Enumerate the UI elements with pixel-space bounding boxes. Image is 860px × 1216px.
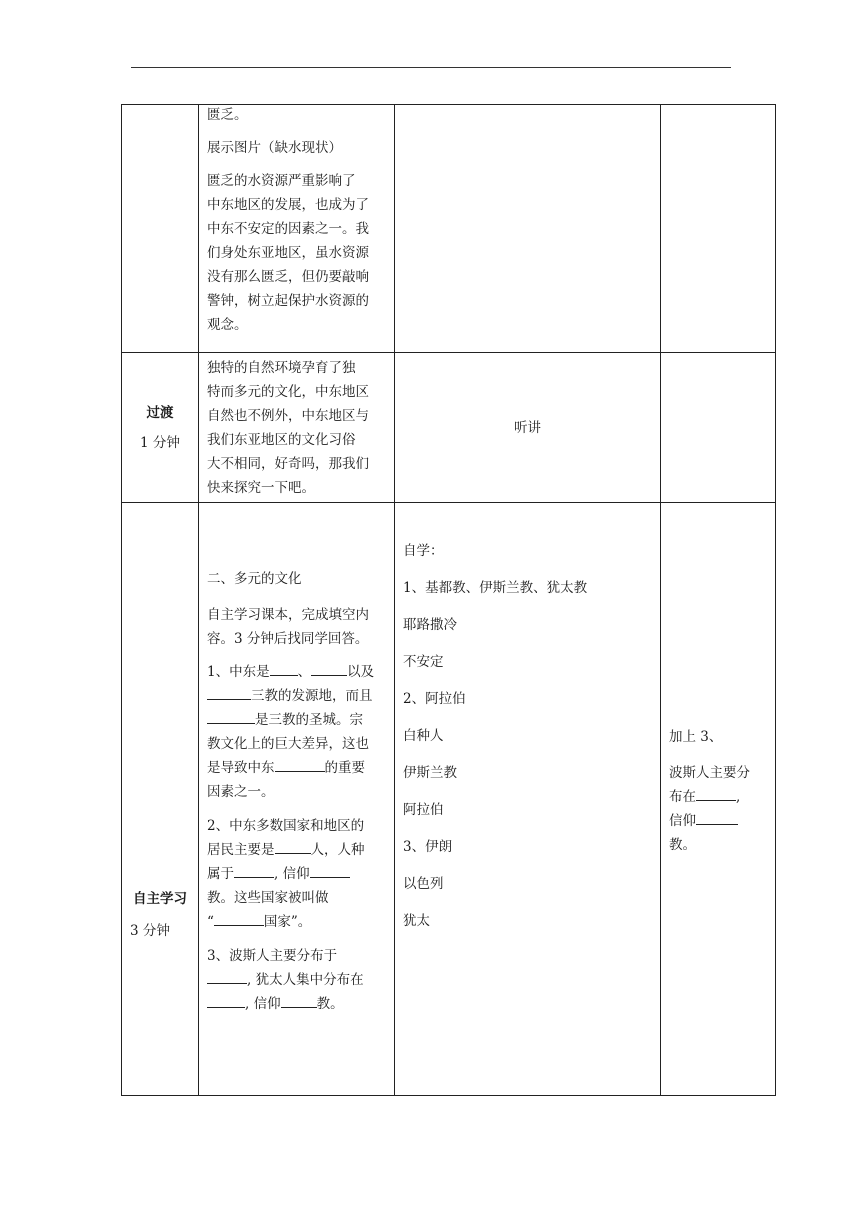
note-line: 波斯人主要分 xyxy=(669,765,750,781)
text-span: 是三教的圣城。宗 xyxy=(255,712,363,728)
text-span: 信仰 xyxy=(669,813,696,829)
text-line: 中东不安定的因素之一。我 xyxy=(207,221,369,237)
teacher-text: 匮乏。 xyxy=(207,107,248,123)
text-line: 自然也不例外，中东地区与 xyxy=(207,407,369,424)
fill-blank xyxy=(214,910,264,926)
fill-blank xyxy=(275,838,311,854)
stage-cell xyxy=(122,353,199,503)
fill-blank xyxy=(310,862,350,878)
text-span: 的重要 xyxy=(324,760,365,776)
instructions xyxy=(207,603,388,651)
text-line: 2、中东多数国家和地区的 xyxy=(207,818,365,834)
text-line: 中东地区的发展，也成为了 xyxy=(207,197,369,213)
stage-title: 自主学习 xyxy=(133,891,187,907)
fill-blank xyxy=(234,862,274,878)
text-line: 教文化上的巨大差异，这也 xyxy=(207,736,369,752)
notes-cell xyxy=(661,353,776,503)
text-line: 警钟，树立起保护水资源的 xyxy=(207,293,369,309)
text-line: 们身处东亚地区，虽水资源 xyxy=(207,245,369,261)
text-span: 教。 xyxy=(316,996,344,1012)
text-span: “ xyxy=(207,914,214,930)
text-line: 因素之一。 xyxy=(207,784,275,800)
teacher-activity-cell xyxy=(199,503,395,1096)
answer-line: 以色列 xyxy=(403,876,444,892)
text-line: 快来探究一下吧。 xyxy=(207,479,315,496)
fill-blank xyxy=(207,968,247,984)
student-activity-cell xyxy=(395,105,661,353)
answer-line: 3、伊朗 xyxy=(403,839,453,855)
answer-line: 不安定 xyxy=(403,654,444,670)
text-span: , 犹太人集中分布在 xyxy=(247,972,364,988)
text-span: , 信仰 xyxy=(245,996,281,1012)
text-span: 三教的发源地，而且 xyxy=(251,688,373,704)
stage-duration: 1 分钟 xyxy=(140,434,180,451)
fill-blank xyxy=(696,809,738,825)
answer-line: 白种人 xyxy=(403,728,444,744)
text-span: , 信仰 xyxy=(274,866,310,882)
notes-cell xyxy=(661,105,776,353)
teacher-text: 展示图片（缺水现状） xyxy=(207,140,342,156)
text-line: 没有那么匮乏，但仍要敲响 xyxy=(207,269,369,285)
text-span: 居民主要是 xyxy=(207,842,275,858)
student-activity-cell xyxy=(395,353,661,503)
stage-duration: 3 分钟 xyxy=(130,923,170,939)
answer-line: 自学： xyxy=(403,543,444,559)
header-rule xyxy=(131,67,731,68)
text-span: 是导致中东 xyxy=(207,760,275,776)
note-line: 教。 xyxy=(669,837,696,853)
question-1 xyxy=(207,660,388,804)
fill-blank xyxy=(270,660,298,676)
answer-line: 1、基都教、伊斯兰教、犹太教 xyxy=(403,580,588,596)
question-2 xyxy=(207,814,388,934)
text-span: , xyxy=(736,789,741,805)
answer-line: 伊斯兰教 xyxy=(403,765,457,781)
table-row xyxy=(122,503,776,1096)
student-activity-cell xyxy=(395,503,661,1096)
fill-blank xyxy=(281,992,317,1008)
text-span: 布在 xyxy=(669,789,696,805)
table-row xyxy=(122,105,776,353)
text-span: 国家”。 xyxy=(263,914,312,930)
text-line: 教。这些国家被叫做 xyxy=(207,890,329,906)
text-span: 人，人种 xyxy=(310,842,365,858)
lesson-plan-table xyxy=(121,104,776,1096)
text-line: 匮乏的水资源严重影响了 xyxy=(207,173,356,189)
answer-line: 耶路撒冷 xyxy=(403,617,457,633)
question-3 xyxy=(207,944,388,1016)
answer-line: 阿拉伯 xyxy=(403,802,444,818)
fill-blank xyxy=(207,684,251,700)
note-line: 加上 3、 xyxy=(669,729,723,745)
fill-blank xyxy=(275,756,325,772)
text-line: 特而多元的文化，中东地区 xyxy=(207,383,369,400)
text-line: 独特的自然环境孕育了独 xyxy=(207,359,356,376)
teacher-activity-cell xyxy=(199,105,395,353)
text-span: 属于 xyxy=(207,866,234,882)
answer-line: 犹太 xyxy=(403,913,430,929)
fill-blank xyxy=(696,785,736,801)
teacher-activity-cell xyxy=(199,353,395,503)
fill-blank xyxy=(207,992,245,1008)
text-span: 1、中东是 xyxy=(207,664,270,680)
text-line: 观念。 xyxy=(207,317,248,333)
text-line: 大不相同，好奇吗，那我们 xyxy=(207,455,369,472)
stage-title: 过渡 xyxy=(146,404,174,421)
text-line: 3、波斯人主要分布于 xyxy=(207,948,338,964)
text-line: 自主学习课本，完成填空内 xyxy=(207,607,369,623)
text-span: 、 xyxy=(297,664,312,680)
stage-cell xyxy=(122,105,199,353)
teacher-paragraph xyxy=(207,169,388,337)
section-heading: 二、多元的文化 xyxy=(207,571,302,587)
fill-blank xyxy=(207,708,255,724)
student-text: 听讲 xyxy=(514,419,541,436)
fill-blank xyxy=(311,660,347,676)
text-line: 容。3 分钟后找同学回答。 xyxy=(207,631,369,647)
table-row xyxy=(122,353,776,503)
text-span: 以及 xyxy=(347,664,375,680)
text-line: 我们东亚地区的文化习俗 xyxy=(207,431,356,448)
answer-line: 2、阿拉伯 xyxy=(403,691,466,707)
stage-cell xyxy=(122,503,199,1096)
notes-cell xyxy=(661,503,776,1096)
